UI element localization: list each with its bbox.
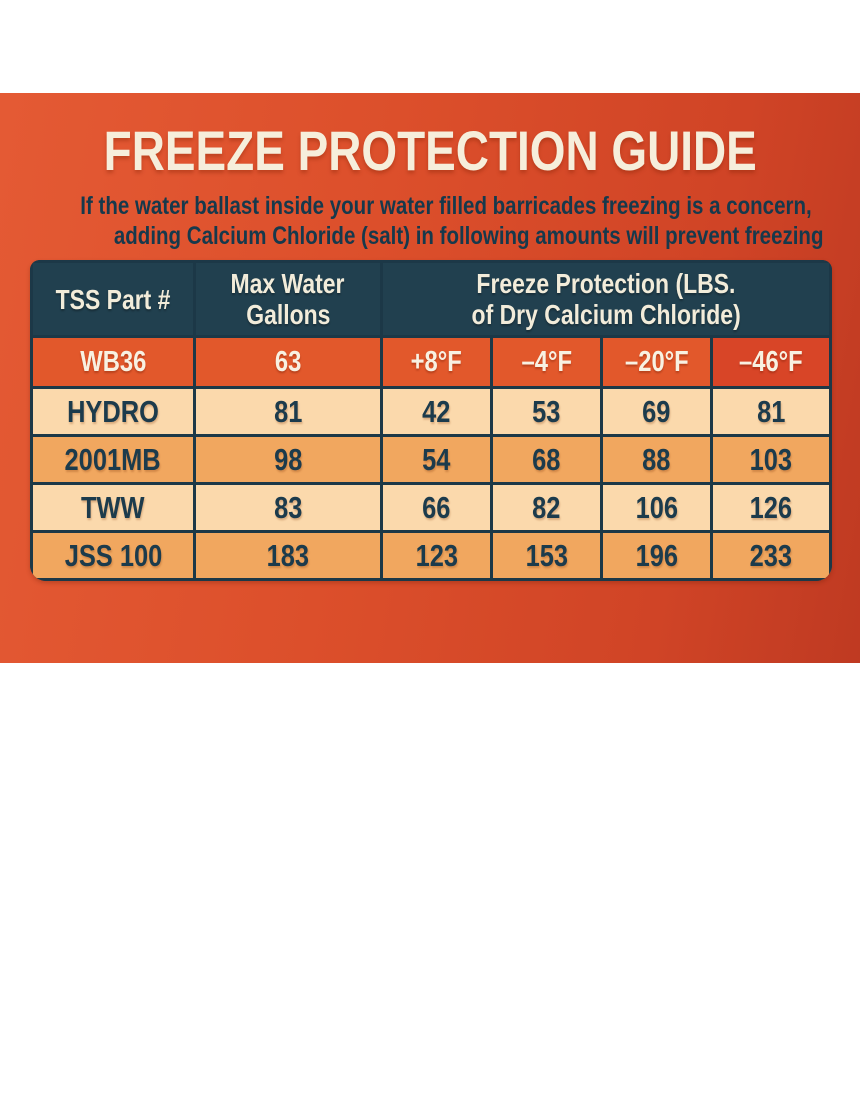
page-title-text: FREEZE PROTECTION GUIDE: [103, 119, 757, 182]
freeze-guide-panel: [0, 93, 860, 663]
cell-part: TWW: [32, 484, 195, 532]
subtitle-line-1: If the water ballast inside your water filled barricades freezing is a concern,: [80, 192, 812, 220]
table-row-2001mb: [32, 436, 831, 484]
column-header-tss-part: TSS Part #: [32, 262, 195, 337]
cell-value: 66: [382, 484, 492, 532]
subtitle: [0, 191, 860, 251]
freeze-protection-table: [30, 260, 832, 581]
cell-value: 53: [492, 388, 602, 436]
cell-value: 106: [602, 484, 712, 532]
cell-value: 153: [492, 532, 602, 580]
temp-header-minus46: –46°F: [712, 337, 831, 388]
cell-value: 69: [602, 388, 712, 436]
temp-header-plus8: +8°F: [382, 337, 492, 388]
freeze-protection-table-grid: [30, 260, 832, 581]
cell-part: 2001MB: [32, 436, 195, 484]
cell-part-wb36: WB36: [32, 337, 195, 388]
cell-value: 233: [712, 532, 831, 580]
cell-value: 196: [602, 532, 712, 580]
table-row-jss100: [32, 532, 831, 580]
cell-value: 54: [382, 436, 492, 484]
table-row-tww: [32, 484, 831, 532]
cell-gallons: 83: [195, 484, 382, 532]
table-header-row: [32, 262, 831, 337]
cell-gallons: 98: [195, 436, 382, 484]
column-header-max-water-gallons: Max Water Gallons: [195, 262, 382, 337]
cell-gallons-wb36: 63: [195, 337, 382, 388]
cell-value: 81: [712, 388, 831, 436]
cell-value: 88: [602, 436, 712, 484]
cell-value: 123: [382, 532, 492, 580]
column-header-freeze-protection: Freeze Protection (LBS. of Dry Calcium Chloride): [382, 262, 831, 337]
cell-value: 42: [382, 388, 492, 436]
cell-value: 103: [712, 436, 831, 484]
table-row-wb36-temp-headers: [32, 337, 831, 388]
temp-header-minus20: –20°F: [602, 337, 712, 388]
table-row-hydro: [32, 388, 831, 436]
cell-part: HYDRO: [32, 388, 195, 436]
cell-value: 126: [712, 484, 831, 532]
cell-value: 68: [492, 436, 602, 484]
cell-gallons: 183: [195, 532, 382, 580]
page-title: [0, 93, 860, 182]
subtitle-line-2: adding Calcium Chloride (salt) in following amounts will prevent freezing: [113, 222, 824, 250]
temp-header-minus4: –4°F: [492, 337, 602, 388]
cell-part: JSS 100: [32, 532, 195, 580]
cell-gallons: 81: [195, 388, 382, 436]
cell-value: 82: [492, 484, 602, 532]
